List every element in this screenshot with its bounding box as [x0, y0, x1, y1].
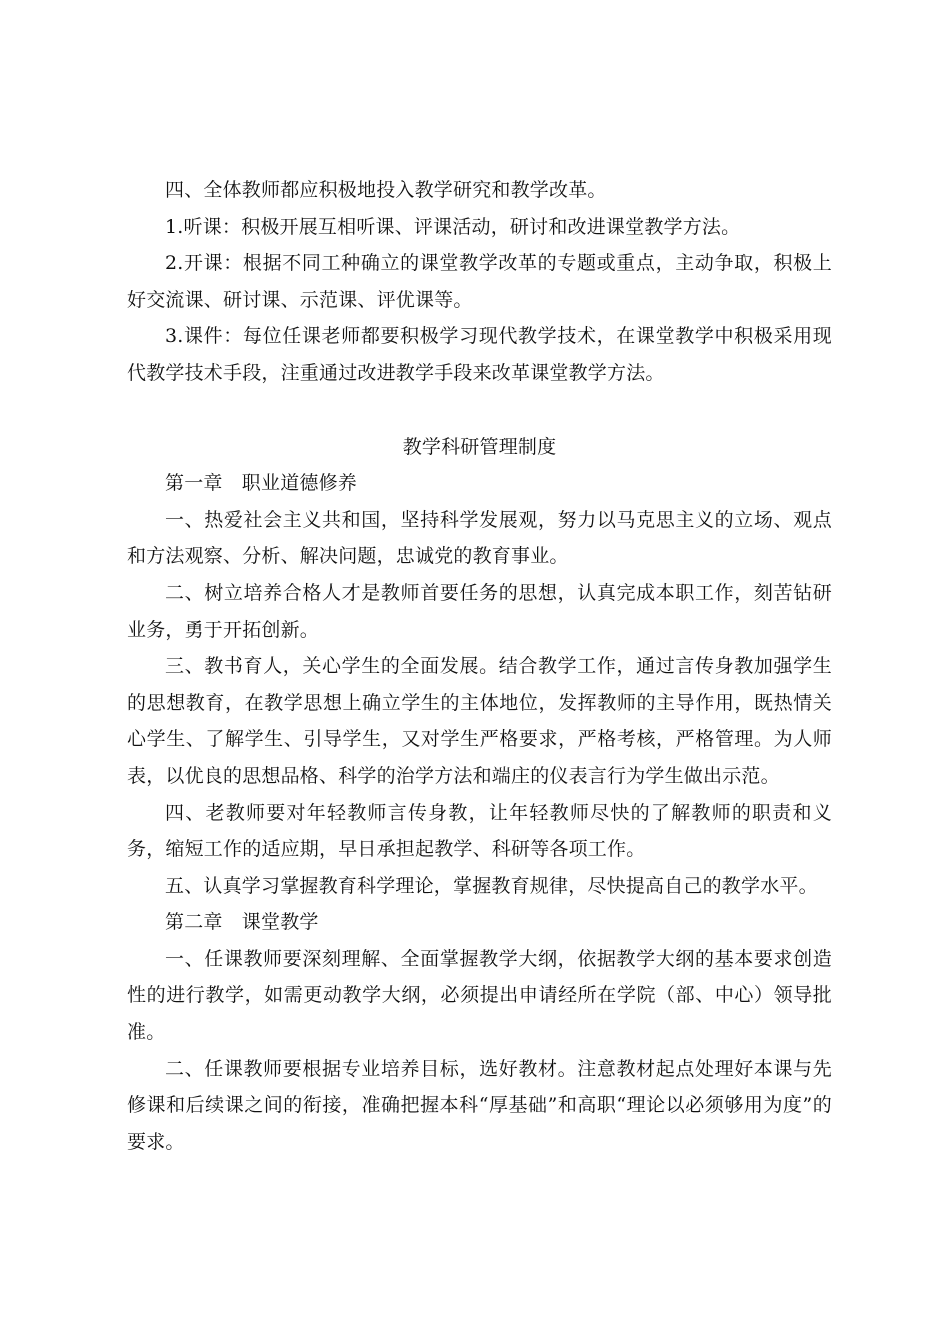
chapter-heading-1: 第一章 职业道德修养: [165, 472, 358, 495]
document-body: [127, 172, 832, 1160]
chapter1-item-4: 四、老教师要对年轻教师言传身教，让年轻教师尽快的了解教师的职责和义务，缩短工作的适应期，早日承担起教学、科研等各项工作。: [127, 801, 832, 861]
paragraph-open-class: 2.开课：根据不同工种确立的课堂教学改革的专题或重点，主动争取，积极上好交流课、研讨课、示范课、评优课等。: [127, 252, 832, 311]
chapter-heading-2: 第二章 课堂教学: [165, 911, 319, 934]
paragraph-courseware: 3.课件：每位任课老师都要积极学习现代教学技术，在课堂教学中积极采用现代教学技术手段，注重通过改进教学手段来改革课堂教学方法。: [127, 325, 832, 384]
chapter1-item-5: 五、认真学习掌握教育科学理论，掌握教育规律，尽快提高自己的教学水平。: [165, 874, 818, 897]
paragraph-section-four: 四、全体教师都应积极地投入教学研究和教学改革。: [165, 179, 607, 201]
document-title: 教学科研管理制度: [402, 435, 557, 458]
chapter1-item-3: 三、教书育人，关心学生的全面发展。结合教学工作，通过言传身教加强学生的思想教育，在教学思想上确立学生的主体地位，发挥教师的主导作用，既热情关心学生、了解学生、引导学生，又对学生严格要求，严格考核，严格管理。为人师表，以优良的思想品格、科学的治学方法和端庄的仪表言行为学生做出示范。: [127, 655, 832, 787]
section-gap: [127, 392, 832, 429]
chapter1-item-2: 二、树立培养合格人才是教师首要任务的思想，认真完成本职工作，刻苦钻研业务，勇于开拓创新。: [127, 581, 832, 641]
chapter1-item-1: 一、热爱社会主义共和国，坚持科学发展观，努力以马克思主义的立场、观点和方法观察、分析、解决问题，忠诚党的教育事业。: [127, 508, 832, 568]
chapter2-item-2: 二、任课教师要根据专业培养目标，选好教材。注意教材起点处理好本课与先修课和后续课之间的衔接，准确把握本科“厚基础”和高职“理论以必须够用为度”的要求。: [127, 1057, 832, 1153]
paragraph-listening: 1.听课：积极开展互相听课、评课活动，研讨和改进课堂教学方法。: [165, 215, 741, 238]
chapter2-item-1: 一、任课教师要深刻理解、全面掌握教学大纲，依据教学大纲的基本要求创造性的进行教学，如需更动教学大纲，必须提出申请经所在学院（部、中心）领导批准。: [127, 947, 832, 1044]
